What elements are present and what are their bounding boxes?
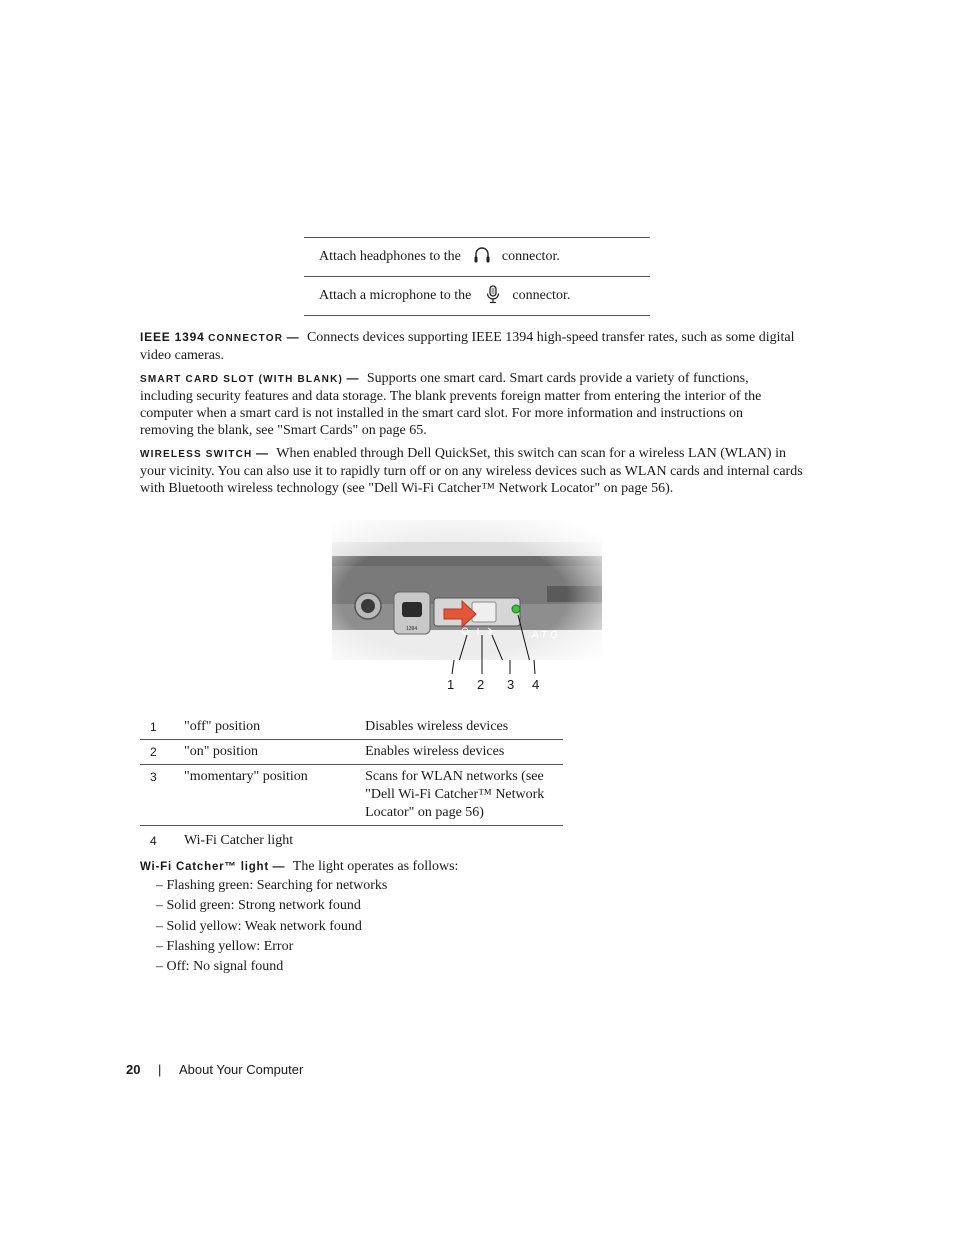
callout-label-1: 1 [447, 677, 455, 692]
callout-label-3: 3 [507, 677, 515, 692]
wireless-dash: — [255, 446, 269, 460]
smartcard-dash: — [346, 371, 360, 385]
smartcard-line3: computer when a smart card is not installed in the smart card slot. For more information and instructions on [140, 406, 744, 421]
connector-attach-table [304, 237, 650, 316]
callout-term: "off" position [184, 715, 365, 740]
wireless-switch-figure [332, 520, 602, 660]
footer-separator: | [158, 1062, 162, 1077]
wireless-heading: WIRELESS SWITCH [140, 449, 253, 460]
callout-desc-line: Scans for WLAN networks (see [365, 769, 544, 784]
list-item: – Solid green: Strong network found [156, 898, 361, 914]
wifi-catcher-paragraph [140, 858, 816, 876]
headphones-text-after: connector. [501, 249, 560, 265]
callout-table [140, 715, 563, 853]
table-row [140, 740, 563, 765]
headphones-text-before: Attach headphones to the [319, 249, 461, 265]
wifi-heading: Wi-Fi Catcher™ light [140, 861, 269, 873]
list-item: – Solid yellow: Weak network found [156, 918, 362, 934]
chapter-title: About Your Computer [179, 1062, 304, 1077]
ieee-1394-paragraph [140, 329, 816, 364]
wifi-text: The light operates as follows: [292, 859, 459, 874]
smart-card-paragraph [140, 370, 816, 439]
callout-term: "momentary" position [184, 765, 365, 826]
callout-desc-line: Enables wireless devices [365, 744, 505, 759]
ieee-dash: — [286, 330, 300, 344]
ieee-heading-b: CONNECTOR [208, 333, 284, 344]
callout-desc-line: "Dell Wi-Fi Catcher™ Network [365, 787, 545, 802]
ieee-text-2: video cameras. [140, 348, 224, 363]
wireless-line1: When enabled through Dell QuickSet, this switch can scan for a wireless LAN (WLAN) in [276, 446, 786, 461]
page-number: 20 [126, 1062, 141, 1077]
wireless-line2: your vicinity. You can also use it to rapidly turn off or on any wireless devices such as WLAN cards and internal cards [140, 464, 803, 479]
callout-num: 2 [140, 740, 184, 765]
list-item: – Flashing yellow: Error [156, 938, 294, 954]
smartcard-line4: removing the blank, see "Smart Cards" on page 65. [140, 423, 427, 438]
callout-label-2: 2 [477, 677, 485, 692]
smartcard-heading: SMART CARD SLOT (WITH BLANK) [140, 374, 344, 385]
microphone-row [304, 276, 650, 316]
table-row [140, 715, 563, 740]
callout-num: 1 [140, 715, 184, 740]
callout-desc [365, 740, 563, 765]
microphone-text-after: connector. [512, 288, 571, 304]
wireless-line3: with Bluetooth wireless technology (see "Dell Wi-Fi Catcher™ Network Locator" on page 56). [140, 481, 674, 496]
wifi-light-list [156, 876, 387, 977]
table-row [140, 765, 563, 826]
microphone-text-before: Attach a microphone to the [319, 288, 472, 304]
callout-lines [332, 660, 602, 680]
ieee-text: Connects devices supporting IEEE 1394 high-speed transfer rates, such as some digital [306, 330, 795, 345]
callout-desc-line: Locator" on page 56) [365, 805, 484, 820]
headphones-row [304, 237, 650, 276]
callout-num: 3 [140, 765, 184, 826]
table-row [140, 826, 563, 854]
callout-desc-line: Disables wireless devices [365, 719, 509, 734]
callout-desc [365, 765, 563, 826]
callout-term: Wi-Fi Catcher light [184, 833, 294, 848]
smartcard-line1: Supports one smart card. Smart cards provide a variety of functions, [366, 371, 749, 386]
callout-label-4: 4 [532, 677, 540, 692]
callout-desc [365, 826, 563, 854]
headphones-icon [472, 245, 492, 265]
wireless-switch-paragraph [140, 445, 816, 497]
list-item: – Off: No signal found [156, 959, 284, 975]
laptop-side-illustration [332, 520, 602, 660]
wifi-dash: — [272, 859, 286, 873]
callout-term: "on" position [184, 740, 365, 765]
smartcard-line2: including security features and data storage. The blank prevents foreign matter from entering the interior of the [140, 389, 762, 404]
microphone-icon [483, 284, 503, 304]
callout-num: 4 [150, 834, 157, 848]
callout-desc [365, 715, 563, 740]
ieee-heading-a: IEEE 1394 [140, 330, 205, 344]
list-item: – Flashing green: Searching for networks [156, 878, 388, 893]
